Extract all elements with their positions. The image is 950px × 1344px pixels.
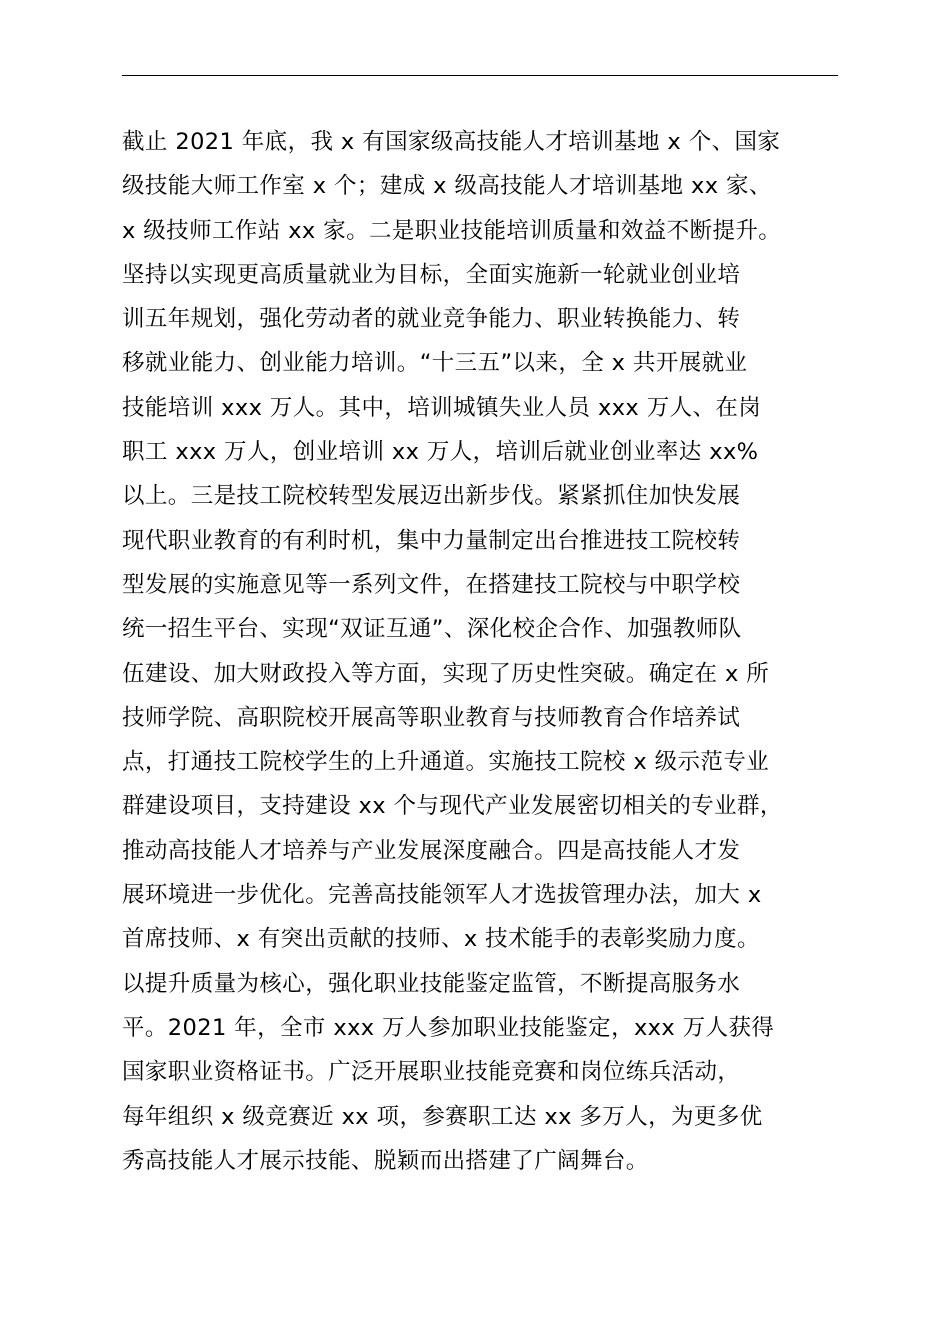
text-line: 移就业能力、创业能力培训。“十三五”以来，全 x 共开展就业 <box>122 350 748 377</box>
text-line: 群建设项目，支持建设 xx 个与现代产业发展密切相关的专业群， <box>122 793 783 820</box>
text-line: 以提升质量为核心，强化职业技能鉴定监管，不断提高服务水 <box>122 970 741 997</box>
text-line: 坚持以实现更高质量就业为目标，全面实施新一轮就业创业培 <box>122 261 741 288</box>
text-line: 技能培训 xxx 万人。其中，培训城镇失业人员 xxx 万人、在岗 <box>122 394 762 421</box>
text-line: 统一招生平台、实现“双证互通”、深化校企合作、加强教师队 <box>122 616 742 643</box>
text-line: 伍建设、加大财政投入等方面，实现了历史性突破。确定在 x 所 <box>122 660 770 687</box>
text-line: 型发展的实施意见等一系列文件，在搭建技工院校与中职学校 <box>122 571 741 598</box>
text-line: 以上。三是技工院校转型发展迈出新步伐。紧紧抓住加快发展 <box>122 483 741 510</box>
text-line: 技师学院、高职院校开展高等职业教育与技师教育合作培养试 <box>122 704 741 731</box>
text-line: 点，打通技工院校学生的上升通道。实施技工院校 x 级示范专业 <box>122 749 770 776</box>
text-line: x 级技师工作站 xx 家。二是职业技能培训质量和效益不断提升。 <box>122 217 782 244</box>
text-line: 国家职业资格证书。广泛开展职业技能竞赛和岗位练兵活动， <box>122 1059 741 1086</box>
header-rule <box>122 75 838 76</box>
text-line: 平。2021 年，全市 xxx 万人参加职业技能鉴定，xxx 万人获得 <box>122 1014 775 1041</box>
text-line: 首席技师、x 有突出贡献的技师、x 技术能手的表彰奖励力度。 <box>122 926 760 953</box>
text-line: 训五年规划，强化劳动者的就业竞争能力、职业转换能力、转 <box>122 306 741 333</box>
text-line: 每年组织 x 级竞赛近 xx 项，参赛职工达 xx 多万人，为更多优 <box>122 1103 763 1130</box>
text-line: 级技能大师工作室 x 个；建成 x 级高技能人才培训基地 xx 家、 <box>122 173 772 200</box>
text-line: 秀高技能人才展示技能、脱颖而出搭建了广阔舞台。 <box>122 1147 649 1174</box>
body-paragraph <box>122 120 862 1183</box>
text-line: 推动高技能人才培养与产业发展深度融合。四是高技能人才发 <box>122 837 741 864</box>
text-line: 现代职业教育的有利时机，集中力量制定出台推进技工院校转 <box>122 527 741 554</box>
text-line: 职工 xxx 万人，创业培训 xx 万人，培训后就业创业率达 xx% <box>122 439 759 466</box>
text-line: 展环境进一步优化。完善高技能领军人才选拔管理办法，加大 x <box>122 882 762 909</box>
text-line: 截止 2021 年底，我 x 有国家级高技能人才培训基地 x 个、国家 <box>122 129 781 155</box>
